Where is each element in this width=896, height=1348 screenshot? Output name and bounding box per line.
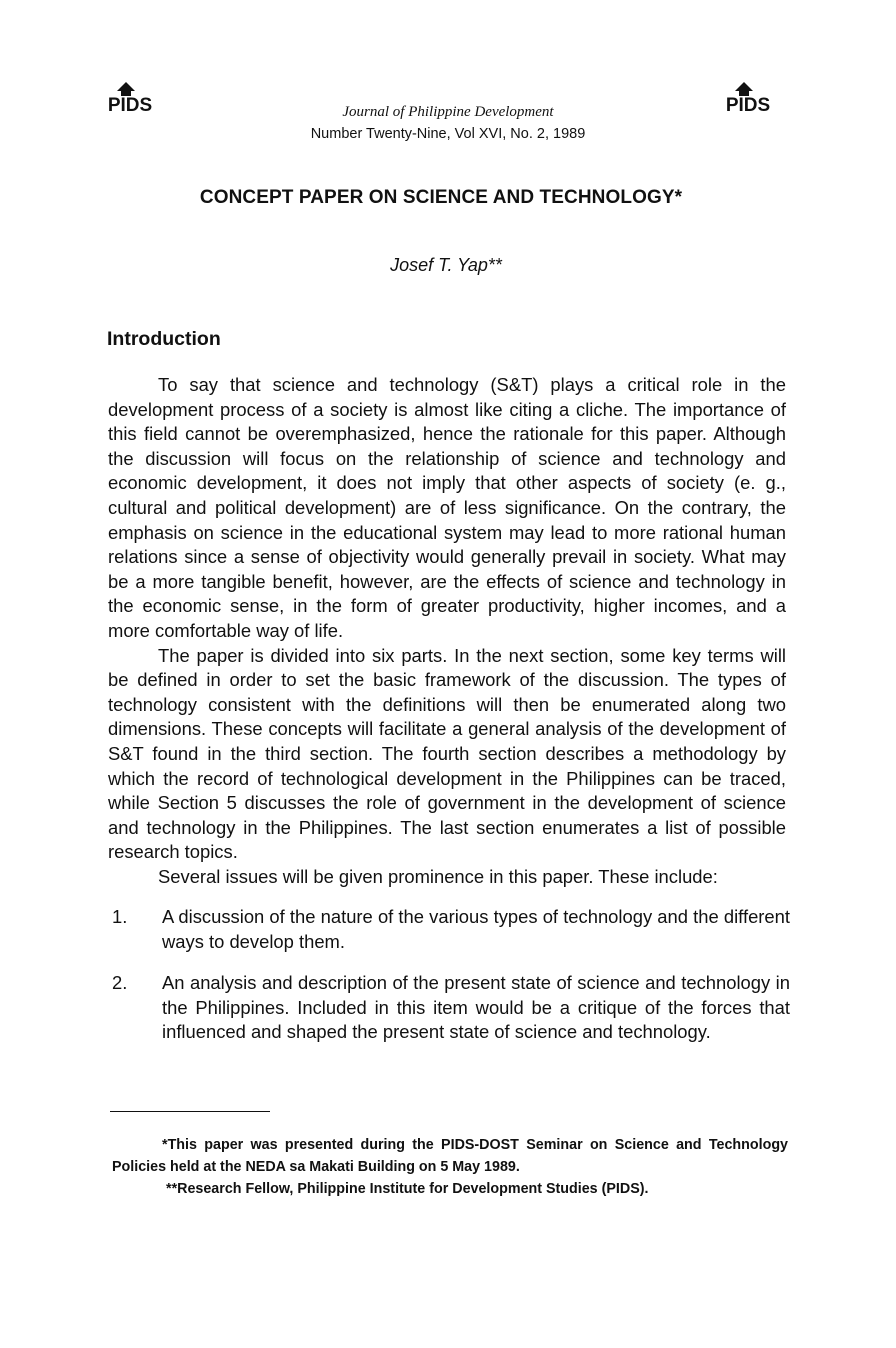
list-item [108, 905, 790, 954]
footnote-title: *This paper was presented during the PIDS-DOST Seminar on Science and Technology Policies held at the NEDA sa Makati Building on 5 May 1989. [112, 1137, 788, 1175]
paper-title: CONCEPT PAPER ON SCIENCE AND TECHNOLOGY* [199, 187, 683, 208]
footnote-divider [110, 1111, 270, 1112]
list-item-text: An analysis and description of the present state of science and technology in the Philippines. Included in this item would be a critique of the forces that influenced and shaped the present state of science and technology. [162, 972, 790, 1043]
journal-name: Journal of Philippine Development [342, 104, 554, 120]
list-item-number: 2. [112, 972, 128, 993]
pids-logo-text: PIDS [725, 95, 771, 114]
section-body [108, 373, 786, 889]
footnotes [112, 1134, 788, 1200]
list-item [108, 971, 790, 1045]
paragraph: The paper is divided into six parts. In the next section, some key terms will be defined in order to set the basic framework of the discussion. The types of technology consistent with the definitions will then be enumerated along two dimensions. These concepts will facilitate a general analysis of the development of S&T found in the third section. The fourth section describes a methodology by which the record of technological development in the Philippines can be traced, while Section 5 discusses the role of government in the development of science and technology in the Philippines. The last section enumerates a list of possible research topics. [108, 644, 786, 863]
paper-author: Josef T. Yap** [390, 255, 502, 275]
journal-issue: Number Twenty-Nine, Vol XVI, No. 2, 1989 [310, 126, 586, 142]
paragraph: Several issues will be given prominence in this paper. These include: [158, 865, 718, 887]
list-item-number: 1. [112, 906, 128, 927]
section-heading: Introduction [107, 328, 221, 350]
paragraph: To say that science and technology (S&T) plays a critical role in the development process of a society is almost like citing a cliche. The importance of this field cannot be overemphasized, hence the rationale for this paper. Although the discussion will focus on the relationship of science and technology and economic development, it does not imply that other aspects of society (e. g., cultural and political development) are of less significance. On the contrary, the emphasis on science in the educational system may lead to more rational human relations since a sense of objectivity would generally prevail in society. What may be a more tangible benefit, however, are the effects of science and technology in the economic sense, in the form of greater productivity, higher incomes, and a more comfortable way of life. [108, 374, 786, 641]
footnote-author: **Research Fellow, Philippine Institute for Development Studies (PIDS). [166, 1181, 649, 1197]
pids-logo-text: PIDS [107, 95, 153, 114]
list-item-text: A discussion of the nature of the various types of technology and the different ways to develop them. [162, 906, 790, 952]
